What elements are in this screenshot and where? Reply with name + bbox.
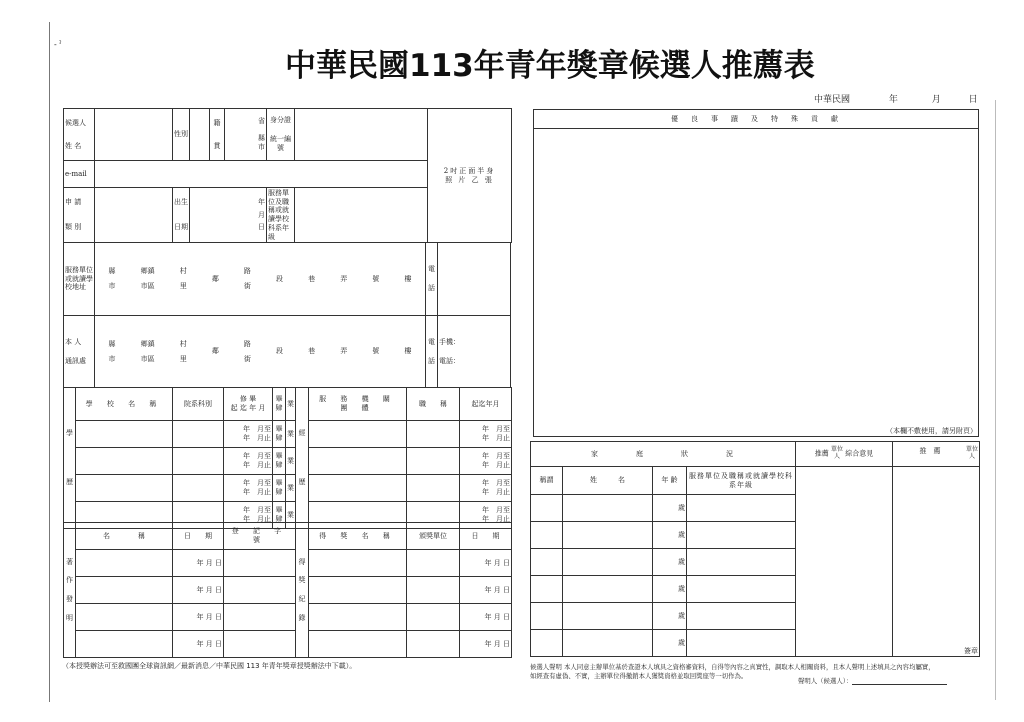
- grad-status-field[interactable]: 畢肄: [273, 448, 286, 475]
- age-field[interactable]: 歲: [653, 522, 687, 549]
- award-date-field[interactable]: 年 月 日: [460, 577, 512, 604]
- award-name-field[interactable]: [309, 577, 407, 604]
- category-label: 申 請 類 別: [64, 188, 95, 243]
- edu-period-field[interactable]: 年 月至 年 月止: [224, 502, 273, 529]
- age-field[interactable]: 歲: [653, 576, 687, 603]
- works-reg-field[interactable]: [224, 604, 296, 631]
- id-number-field[interactable]: [295, 109, 428, 161]
- exp-period-header: 起迄年月: [460, 388, 512, 421]
- family-name-field[interactable]: [563, 522, 653, 549]
- achievements-field[interactable]: [534, 129, 979, 437]
- works-reg-field[interactable]: [224, 550, 296, 577]
- dept-header: 院系科別: [173, 388, 224, 421]
- org-header: 服 務 機 關 團 體: [309, 388, 407, 421]
- table-row: [64, 550, 512, 577]
- school-field[interactable]: [76, 448, 173, 475]
- award-issuer-field[interactable]: [407, 631, 460, 658]
- id-number-label: 身分證 統一編號: [267, 109, 295, 161]
- date-day[interactable]: 日: [968, 95, 978, 105]
- org-field[interactable]: [309, 448, 407, 475]
- home-address-label: 本 人 通訊處: [64, 316, 95, 388]
- relation-field[interactable]: [531, 495, 563, 522]
- works-name-field[interactable]: [76, 550, 173, 577]
- age-field[interactable]: 歲: [653, 630, 687, 657]
- age-header: 年 齡: [653, 467, 687, 495]
- works-reg-field[interactable]: [224, 577, 296, 604]
- org-field[interactable]: [309, 421, 407, 448]
- works-awards-table: [63, 522, 512, 658]
- date-month[interactable]: 月: [931, 95, 941, 105]
- declarant-signature: [798, 676, 947, 685]
- dept-field[interactable]: [173, 421, 224, 448]
- dept-field[interactable]: [173, 475, 224, 502]
- family-work-field[interactable]: [687, 576, 796, 603]
- left-footnote: （本授獎辦法可至救國團全球資訊網／最新消息／中華民國 113 年青年獎章授獎辦法中下載）。: [62, 662, 357, 670]
- work-phone-field[interactable]: [438, 243, 511, 316]
- email-field[interactable]: [95, 161, 428, 188]
- grad-status-field[interactable]: 畢肄: [273, 475, 286, 502]
- job-title-header: 職 稱: [407, 388, 460, 421]
- grad-status-field[interactable]: 畢肄: [273, 502, 286, 529]
- exp-period-field[interactable]: 年 月至 年 月止: [460, 475, 512, 502]
- category-field[interactable]: [95, 188, 173, 243]
- family-recommend-table: [530, 441, 980, 657]
- family-name-field[interactable]: [563, 630, 653, 657]
- home-phone-label: 電 話: [426, 316, 438, 388]
- works-date-field[interactable]: 年 月 日: [173, 550, 224, 577]
- relation-field[interactable]: [531, 522, 563, 549]
- award-date-header: 日 期: [460, 523, 512, 550]
- award-date-field[interactable]: 年 月 日: [460, 604, 512, 631]
- grad-status-suffix: 業: [286, 421, 296, 448]
- edu-period-field[interactable]: 年 月至 年 月止: [224, 421, 273, 448]
- home-address-field[interactable]: 縣 市 鄉鎮 市區 村 里 鄰 路 街 段 巷 弄 號 樓: [95, 316, 426, 388]
- works-date-field[interactable]: 年 月 日: [173, 577, 224, 604]
- family-work-field[interactable]: [687, 630, 796, 657]
- awards-side-label: 得 獎 紀 錄: [296, 523, 309, 658]
- table-row: [64, 448, 512, 475]
- email-label: e-mail: [64, 161, 95, 188]
- works-name-field[interactable]: [76, 604, 173, 631]
- candidate-name-label: 候選人 姓 名: [64, 109, 95, 161]
- family-work-field[interactable]: [687, 549, 796, 576]
- works-name-header: 名 稱: [76, 523, 173, 550]
- page-title: 中華民國113年青年獎章候選人推薦表: [285, 48, 815, 84]
- family-work-field[interactable]: [687, 495, 796, 522]
- dept-field[interactable]: [173, 448, 224, 475]
- education-side-label: 學 歷: [64, 388, 76, 529]
- gender-field[interactable]: [190, 109, 210, 161]
- exp-period-field[interactable]: 年 月至 年 月止: [460, 502, 512, 529]
- recommender-header: 推 薦 單位 人: [893, 442, 980, 467]
- birth-date-field[interactable]: 年 月 日: [190, 188, 267, 243]
- edu-period-field[interactable]: 年 月至 年 月止: [224, 475, 273, 502]
- recommender-signature-field[interactable]: [893, 467, 980, 657]
- family-name-field[interactable]: [563, 549, 653, 576]
- age-field[interactable]: 歲: [653, 549, 687, 576]
- works-side-label: 著 作 發 明: [64, 523, 76, 658]
- award-issuer-field[interactable]: [407, 577, 460, 604]
- table-row: [64, 421, 512, 448]
- address-table: [63, 242, 511, 388]
- award-issuer-header: 頒獎單位: [407, 523, 460, 550]
- page-left-edge: [49, 22, 50, 702]
- native-place-label: 籍 貫: [210, 109, 225, 161]
- award-name-field[interactable]: [309, 604, 407, 631]
- works-date-header: 日 期: [173, 523, 224, 550]
- service-unit-field[interactable]: [295, 188, 428, 243]
- school-field[interactable]: [76, 421, 173, 448]
- family-name-field[interactable]: [563, 576, 653, 603]
- award-issuer-field[interactable]: [407, 604, 460, 631]
- table-row: [64, 604, 512, 631]
- table-row: [64, 475, 512, 502]
- date-prefix: 中華民國: [814, 95, 851, 105]
- family-name-header: 姓 名: [563, 467, 653, 495]
- achievements-note: （本欄不敷使用，請另附頁）: [886, 427, 977, 436]
- exp-period-field[interactable]: 年 月至 年 月止: [460, 448, 512, 475]
- family-name-field[interactable]: [563, 495, 653, 522]
- corner-mark: - ˀ: [54, 40, 62, 49]
- edu-period-field[interactable]: 年 月至 年 月止: [224, 448, 273, 475]
- relation-field[interactable]: [531, 603, 563, 630]
- work-phone-label: 電 話: [426, 243, 438, 316]
- birth-date-label: 出生 日期: [173, 188, 190, 243]
- declarant-signature-line[interactable]: [852, 676, 947, 685]
- native-place-field[interactable]: 省 縣 市: [225, 109, 267, 161]
- family-work-header: 服務單位及職稱或就讀學校科系年級: [687, 467, 796, 495]
- family-header: 家 庭 狀 況: [531, 442, 796, 467]
- declarant-label: 聲明人（候選人）：: [798, 677, 853, 685]
- works-date-field[interactable]: 年 月 日: [173, 631, 224, 658]
- photo-box[interactable]: 2吋正面半身 照 片 乙 張: [428, 109, 512, 243]
- basic-info-table: [63, 108, 512, 243]
- age-field[interactable]: 歲: [653, 603, 687, 630]
- date-header: [814, 92, 978, 105]
- education-experience-table: [63, 387, 512, 529]
- grad-status-header: 畢肄: [273, 388, 286, 421]
- seal-label: 簽章: [964, 647, 978, 656]
- relation-header: 稱謂: [531, 467, 563, 495]
- table-row: [64, 631, 512, 658]
- works-name-field[interactable]: [76, 577, 173, 604]
- family-work-field[interactable]: [687, 522, 796, 549]
- opinion-header: 推薦 單位 人 綜合意見: [796, 442, 893, 467]
- works-reg-header: 登 記 字 號: [224, 523, 296, 550]
- work-address-field[interactable]: 縣 市 鄉鎮 市區 村 里 鄰 路 街 段 巷 弄 號 樓: [95, 243, 426, 316]
- award-name-field[interactable]: [309, 550, 407, 577]
- grad-status-suffix: 業: [286, 448, 296, 475]
- work-address-label: 服務單位或就讀學校地址: [64, 243, 95, 316]
- family-work-field[interactable]: [687, 603, 796, 630]
- works-reg-field[interactable]: [224, 631, 296, 658]
- service-unit-label: 服務單位及職稱或就讀學校科系年級: [267, 188, 295, 243]
- candidate-name-field[interactable]: [95, 109, 173, 161]
- achievements-header: 優 良 事 蹟 及 特 殊 貢 獻: [534, 110, 979, 129]
- job-title-field[interactable]: [407, 421, 460, 448]
- school-field[interactable]: [76, 475, 173, 502]
- home-phone-field[interactable]: 手機： 電話：: [438, 316, 511, 388]
- relation-field[interactable]: [531, 630, 563, 657]
- award-name-field[interactable]: [309, 631, 407, 658]
- job-title-field[interactable]: [407, 475, 460, 502]
- page-right-edge: [995, 100, 996, 700]
- works-name-field[interactable]: [76, 631, 173, 658]
- award-name-header: 得 獎 名 稱: [309, 523, 407, 550]
- grad-status-suffix: 業: [286, 502, 296, 529]
- achievements-table: [533, 109, 979, 437]
- gender-label: 性別: [173, 109, 190, 161]
- exp-period-field[interactable]: 年 月至 年 月止: [460, 421, 512, 448]
- job-title-field[interactable]: [407, 448, 460, 475]
- relation-field[interactable]: [531, 576, 563, 603]
- experience-side-label: 經 歷: [296, 388, 309, 529]
- table-row: [64, 577, 512, 604]
- school-header: 學 校 名 稱: [76, 388, 173, 421]
- period-header: 修 畢 起 迄 年 月: [224, 388, 273, 421]
- award-date-field[interactable]: 年 月 日: [460, 631, 512, 658]
- declaration-text-2: 如經查有虛偽、不實，主辦單位得撤銷本人獲獎資格並取回獎座等一切作為。: [530, 672, 748, 680]
- age-field[interactable]: 歲: [653, 495, 687, 522]
- works-date-field[interactable]: 年 月 日: [173, 604, 224, 631]
- declaration-text-1: 候選人聲明 本人同意主辦單位基於查證本人填具之資格審資料，自得等內容之真實性，調取本人相關資料，且本人聲明上述填具之內容均屬實，: [530, 663, 935, 671]
- grad-status-field[interactable]: 畢肄: [273, 421, 286, 448]
- opinion-field[interactable]: [796, 467, 893, 657]
- grad-status-header-2: 業: [286, 388, 296, 421]
- date-year[interactable]: 年: [888, 95, 898, 105]
- family-name-field[interactable]: [563, 603, 653, 630]
- award-date-field[interactable]: 年 月 日: [460, 550, 512, 577]
- org-field[interactable]: [309, 475, 407, 502]
- relation-field[interactable]: [531, 549, 563, 576]
- award-issuer-field[interactable]: [407, 550, 460, 577]
- grad-status-suffix: 業: [286, 475, 296, 502]
